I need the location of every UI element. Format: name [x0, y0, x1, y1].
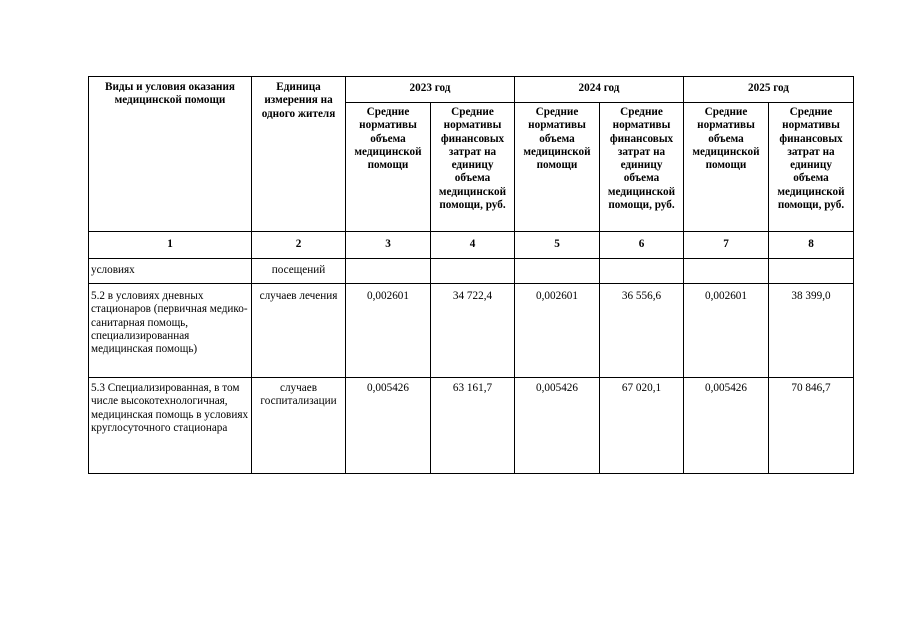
cell-value: 0,002601: [515, 284, 600, 378]
table-row: [89, 378, 854, 474]
row-name: 5.2 в условиях дневных стационаров (первичная медико-санитарная помощь, специализированная медицинская помощь): [89, 284, 252, 378]
subheader-cost: Средние нормативы финансовых затрат на единицу объема медицинской помощи, руб.: [431, 103, 515, 232]
cell-value: 0,002601: [684, 284, 769, 378]
row-name: условиях: [89, 259, 252, 284]
subheader-volume: Средние нормативы объема медицинской помощи: [346, 103, 431, 232]
header-kind: Виды и условия оказания медицинской помощи: [89, 77, 252, 232]
cell-value: 67 020,1: [600, 378, 684, 474]
table-row: [89, 259, 854, 284]
cell-value: 0,005426: [684, 378, 769, 474]
row-name: 5.3 Специализированная, в том числе высокотехнологичная, медицинская помощь в условиях круглосуточного стационара: [89, 378, 252, 474]
cell-value: 70 846,7: [769, 378, 854, 474]
column-number: 1: [89, 232, 252, 259]
table-row: [89, 284, 854, 378]
row-unit: случаев госпитализации: [252, 378, 346, 474]
header-row: [89, 77, 854, 103]
subheader-volume: Средние нормативы объема медицинской помощи: [515, 103, 600, 232]
cell-value: [431, 259, 515, 284]
header-year-2023: 2023 год: [346, 77, 515, 103]
row-unit: посещений: [252, 259, 346, 284]
column-number: 3: [346, 232, 431, 259]
cell-value: 63 161,7: [431, 378, 515, 474]
cell-value: [515, 259, 600, 284]
cell-value: [600, 259, 684, 284]
subheader-volume: Средние нормативы объема медицинской помощи: [684, 103, 769, 232]
subheader-cost: Средние нормативы финансовых затрат на единицу объема медицинской помощи, руб.: [769, 103, 854, 232]
cell-value: [769, 259, 854, 284]
subheader-cost: Средние нормативы финансовых затрат на единицу объема медицинской помощи, руб.: [600, 103, 684, 232]
column-number: 4: [431, 232, 515, 259]
norms-table: [88, 76, 854, 474]
column-number-row: [89, 232, 854, 259]
cell-value: 38 399,0: [769, 284, 854, 378]
header-unit: Единица измерения на одного жителя: [252, 77, 346, 232]
cell-value: 34 722,4: [431, 284, 515, 378]
header-year-2025: 2025 год: [684, 77, 854, 103]
cell-value: 0,005426: [346, 378, 431, 474]
cell-value: [684, 259, 769, 284]
column-number: 2: [252, 232, 346, 259]
column-number: 5: [515, 232, 600, 259]
column-number: 7: [684, 232, 769, 259]
header-year-2024: 2024 год: [515, 77, 684, 103]
cell-value: [346, 259, 431, 284]
column-number: 8: [769, 232, 854, 259]
cell-value: 0,002601: [346, 284, 431, 378]
cell-value: 36 556,6: [600, 284, 684, 378]
row-unit: случаев лечения: [252, 284, 346, 378]
column-number: 6: [600, 232, 684, 259]
cell-value: 0,005426: [515, 378, 600, 474]
